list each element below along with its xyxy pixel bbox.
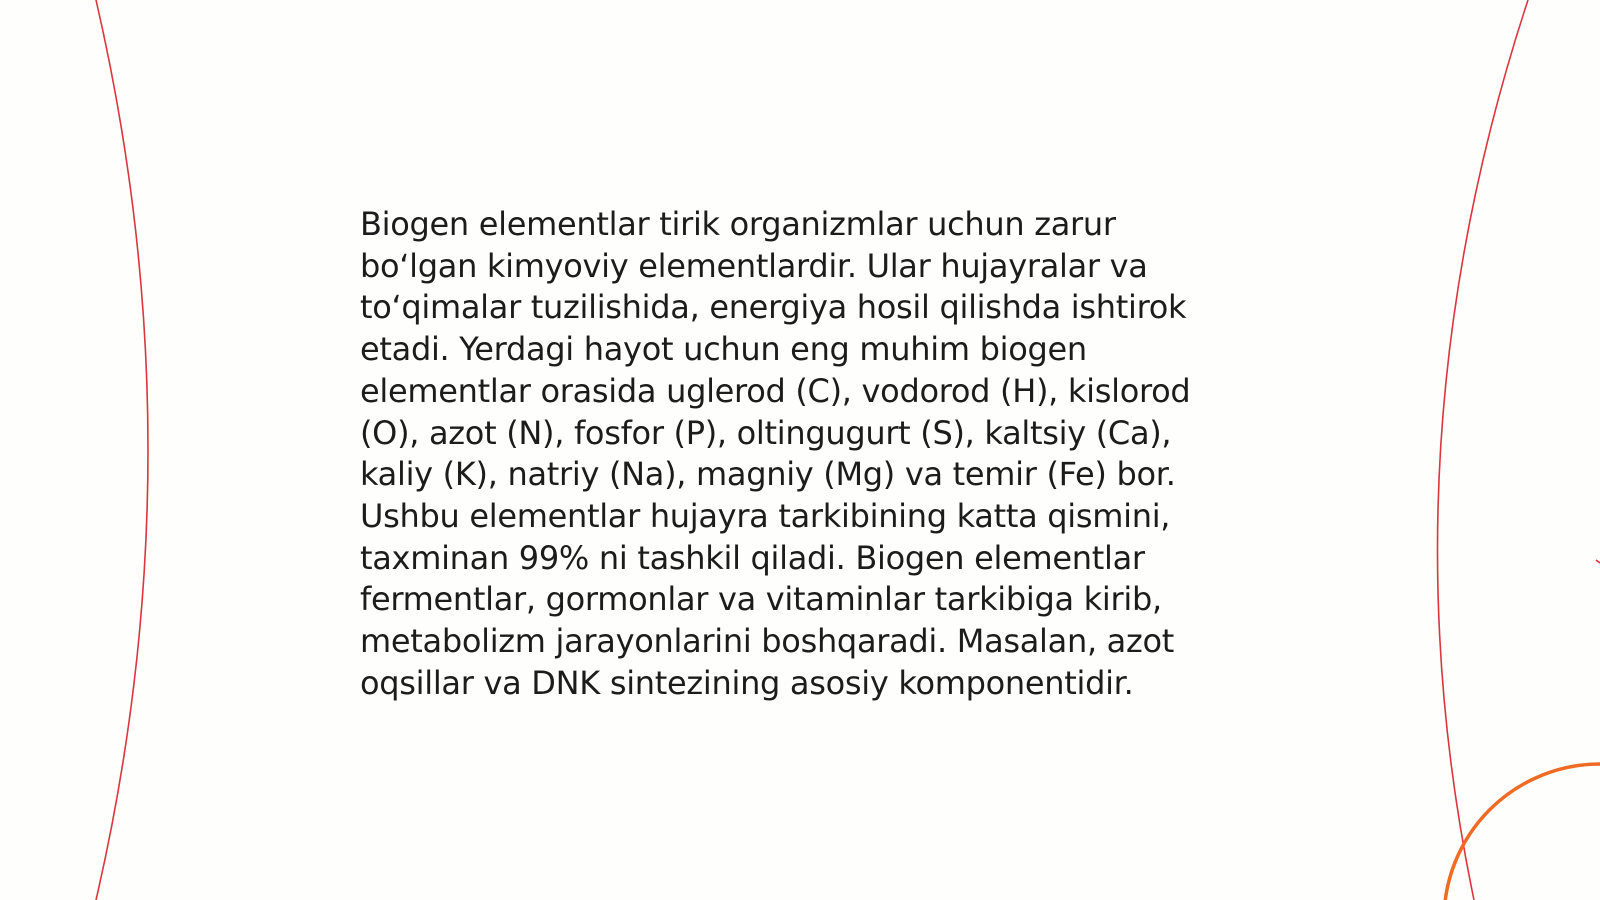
slide-body-text: Biogen elementlar tirik organizmlar uchun zarur bo‘lgan kimyoviy elementlardir. Ular hujayralar va to‘qimalar tuzilishida, energiya hosil qilishda ishtirok etadi. Yerdagi hayot uchun eng muhim biogen elementlar orasida uglerod (C), vodorod (H), kislorod (O), azot (N), fosfor (P), oltingugurt (S), kaltsiy (Ca), kaliy (K), natriy (Na), magniy (Mg) va temir (Fe) bor. Ushbu elementlar hujayra tarkibining katta qismini, taxminan 99% ni tashkil qiladi. Biogen elementlar fermentlar, gormonlar va vitaminlar tarkibiga kirib, metabolizm jarayonlarini boshqaradi. Masalan, azot oqsillar va DNK sintezining asosiy komponentidir. bbox=[360, 205, 1191, 702]
left-arc-line bbox=[96, 0, 148, 900]
right-edge-tick bbox=[1596, 560, 1600, 563]
orange-circle-ring bbox=[1444, 764, 1600, 900]
right-arc-line bbox=[1437, 0, 1528, 900]
